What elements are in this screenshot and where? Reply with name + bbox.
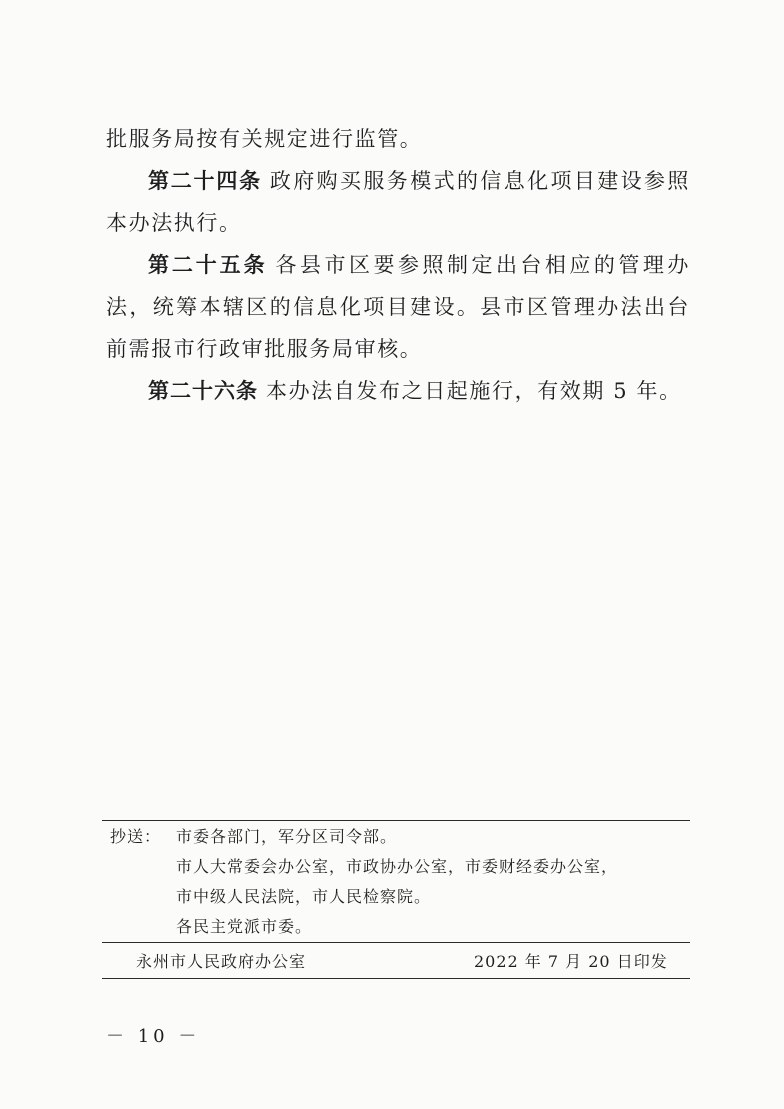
distribution-line-3: 市中级人民法院，市人民检察院。 [176, 887, 432, 906]
article-26-number: 第二十六条 [148, 379, 258, 403]
distribution-line-2: 市人大常委会办公室，市政协办公室，市委财经委办公室， [176, 857, 619, 876]
paragraph-continuation [106, 118, 690, 160]
article-25-text: 各县市区要参照制定出台相应的管理办法，统筹本辖区的信息化项目建设。县市区管理办法出台前需报市行政审批服务局审核。 [106, 253, 691, 361]
footer-bottom-rule [102, 978, 690, 979]
footer-top-rule [102, 942, 690, 943]
article-25-number: 第二十五条 [148, 253, 268, 277]
continuation-text: 批服务局按有关规定进行监管。 [106, 127, 423, 151]
article-26-text: 本办法自发布之日起施行，有效期 5 年。 [266, 379, 682, 403]
article-24-text: 政府购买服务模式的信息化项目建设参照本办法执行。 [106, 169, 690, 235]
distribution-line-4: 各民主党派市委。 [176, 917, 313, 936]
distribution-top-rule [102, 820, 690, 821]
article-24-number: 第二十四条 [148, 169, 262, 193]
issuing-office: 永州市人民政府办公室 [136, 952, 307, 971]
article-25 [106, 244, 690, 370]
article-24 [106, 160, 690, 244]
page-number: － 10 － [106, 1026, 201, 1047]
distribution-line-1: 市委各部门，军分区司令部。 [176, 827, 398, 846]
distribution-label: 抄送： [110, 827, 162, 846]
article-26 [106, 370, 690, 412]
issue-date: 2022 年 7 月 20 日印发 [474, 952, 668, 971]
